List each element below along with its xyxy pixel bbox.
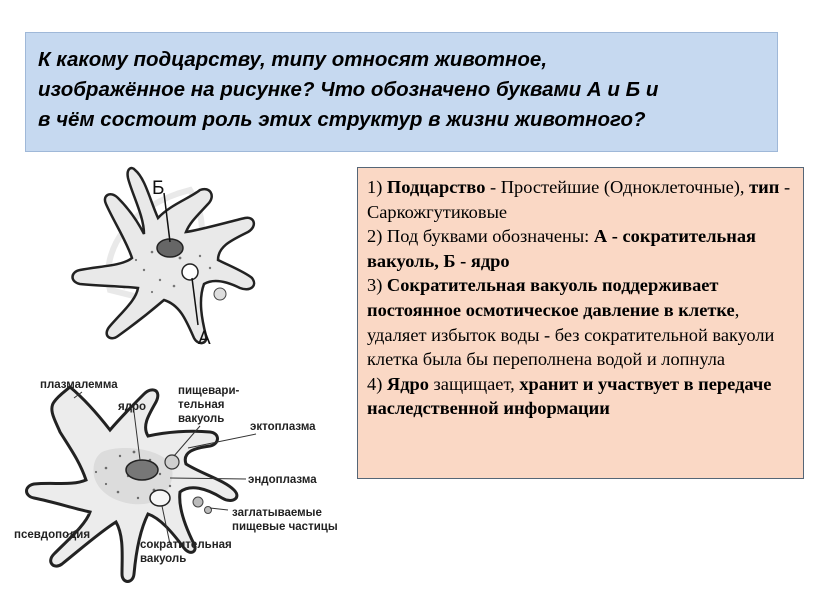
question-line-2: изображённое на рисунке? Что обозначено буквами А и Б и [38,78,659,101]
question-box [25,32,778,152]
label-digestive-vacuole-3: вакуоль [178,413,225,425]
answer-item-2-bold-1: А - сократительная вакуоль, Б - ядро [367,226,757,271]
answer-item-4-bold-2: хранит и участвует в передаче наследственной информации [367,373,772,419]
label-contractile-1: сократительная [140,539,232,551]
answer-item-3-text-1: , удаляет избыток воды - без сократительной вакуоли клетка была бы переполнена водой и лопнула [367,299,775,370]
label-swallowed-1: заглатываемые [232,507,322,519]
answer-item-3 [367,273,793,371]
answer-item-1-text-1: - Простейшие (Одноклеточные), [485,177,750,197]
answer-item-4-number: 4) [367,373,387,394]
answer-item-1-number: 1) [367,177,387,197]
question-line-1: К какому подцарству, типу относят животное, [38,48,548,71]
contractile-vacuole-shape [150,490,170,506]
answer-item-2-number: 2) [367,226,387,247]
answer-item-4 [367,372,793,421]
amoeba-figure-bottom [10,352,350,610]
answer-item-3-number: 3) [367,275,387,296]
answer-box [357,167,804,479]
label-pseudopodia: псевдоподия [14,529,91,541]
answer-item-4-bold-1: Ядро [386,373,429,394]
digestive-vacuole-shape [165,455,179,469]
answer-item-4-text-1: защищает, [428,373,520,394]
label-b: Б [152,178,165,199]
label-nucleus: ядро [118,401,147,413]
answer-item-1-bold-2: тип [749,177,780,197]
answer-item-2 [367,224,793,273]
answer-item-1 [367,175,793,224]
answer-item-1-text-2: - Саркожгутиковые [367,177,791,222]
answer-item-2-text-1: Под буквами обозначены: [386,226,594,247]
answer-item-3-bold-1: Сократительная вакуоль поддерживает постоянное осмотическое давление в клетке [367,275,735,320]
amoeba-figure-top [40,160,300,350]
answer-item-1-bold-1: Подцарство [386,177,486,197]
label-endoplasm: эндоплазма [248,474,317,486]
question-line-3: в чём состоит роль этих структур в жизни животного? [38,108,646,131]
label-swallowed-2: пищевые частицы [232,521,338,533]
nucleus-shape [126,460,158,480]
label-digestive-vacuole-1: пищевари- [178,385,240,397]
contractile-vacuole-a-shape [182,264,198,280]
label-digestive-vacuole-2: тельная [178,399,225,411]
label-a: А [198,328,211,349]
food-vacuole-top [214,288,226,300]
label-plasmalemma: плазмалемма [40,379,118,391]
food-particle-1 [193,497,203,507]
label-contractile-2: вакуоль [140,553,187,565]
label-ectoplasm: эктоплазма [250,421,316,433]
